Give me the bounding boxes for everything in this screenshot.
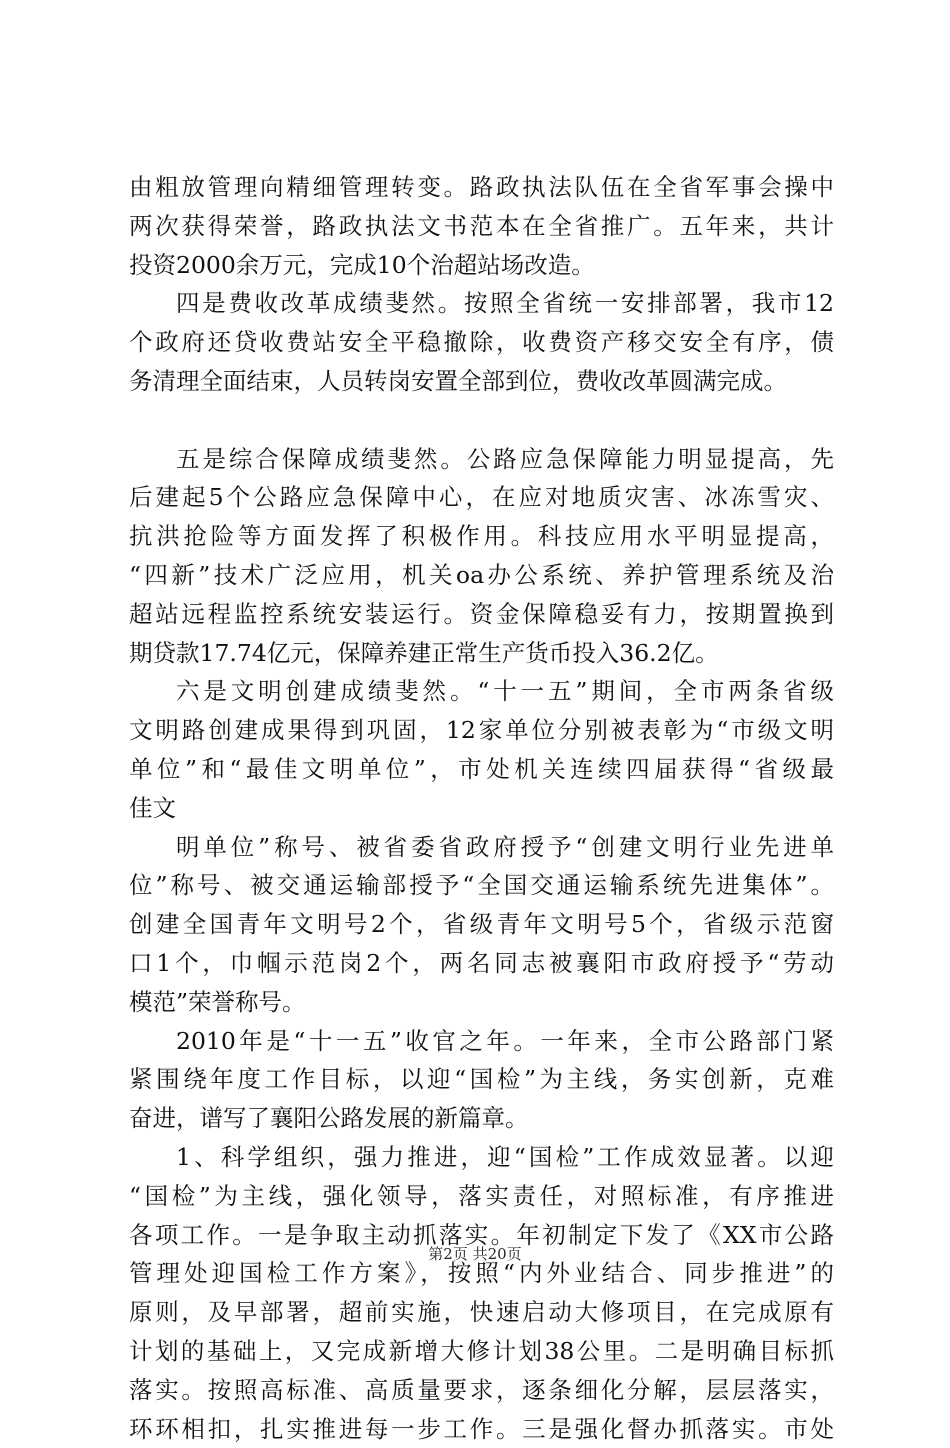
text-line: 后建起5个公路应急保障中心，在应对地质灾害、冰冻雪灾、 (129, 478, 834, 517)
text-line: 个政府还贷收费站安全平稳撤除，收费资产移交安全有序，债 (129, 323, 834, 362)
text-line: 原则，及早部署，超前实施，快速启动大修项目，在完成原有 (129, 1293, 834, 1332)
text-line: 模范”荣誉称号。 (129, 983, 834, 1022)
paragraph-start-line: 五是综合保障成绩斐然。公路应急保障能力明显提高，先 (129, 440, 834, 479)
text-line: 两次获得荣誉，路政执法文书范本在全省推广。五年来，共计 (129, 207, 834, 246)
text-line: 由粗放管理向精细管理转变。路政执法队伍在全省军事会操中 (129, 168, 834, 207)
text-line: 管理处迎国检工作方案》，按照“内外业结合、同步推进”的 (129, 1254, 834, 1293)
text-line: 紧围绕年度工作目标，以迎“国检”为主线，务实创新，克难 (129, 1060, 834, 1099)
text-line: “四新”技术广泛应用，机关oa办公系统、养护管理系统及治 (129, 556, 834, 595)
text-line: “国检”为主线，强化领导，落实责任，对照标准，有序推进 (129, 1177, 834, 1216)
paragraph-start-line: 明单位”称号、被省委省政府授予“创建文明行业先进单 (129, 828, 834, 867)
paragraph-start-line: 1、科学组织，强力推进，迎“国检”工作成效显著。以迎 (129, 1138, 834, 1177)
text-line: 位”称号、被交通运输部授予“全国交通运输系统先进集体”。 (129, 866, 834, 905)
paragraph-start-line: 四是费收改革成绩斐然。按照全省统一安排部署，我市12 (129, 284, 834, 323)
text-line: 佳文 (129, 789, 834, 828)
text-line: 落实。按照高标准、高质量要求，逐条细化分解，层层落实， (129, 1371, 834, 1410)
text-line: 计划的基础上，又完成新增大修计划38公里。二是明确目标抓 (129, 1332, 834, 1371)
text-line: 创建全国青年文明号2个，省级青年文明号5个，省级示范窗 (129, 905, 834, 944)
paragraph-start-line: 2010年是“十一五”收官之年。一年来，全市公路部门紧 (129, 1022, 834, 1061)
page-number: 第2页 共20页 (428, 1245, 521, 1263)
page-footer (0, 1243, 950, 1264)
text-line: 文明路创建成果得到巩固，12家单位分别被表彰为“市级文明 (129, 711, 834, 750)
text-line: 各项工作。一是争取主动抓落实。年初制定下发了《XX市公路 (129, 1216, 834, 1255)
text-line: 超站远程监控系统安装运行。资金保障稳妥有力，按期置换到 (129, 595, 834, 634)
text-line: 奋进，谱写了襄阳公路发展的新篇章。 (129, 1099, 834, 1138)
text-line: 投资2000余万元，完成10个治超站场改造。 (129, 246, 834, 285)
text-line: 期贷款17.74亿元，保障养建正常生产货币投入36.2亿。 (129, 634, 834, 673)
text-line: 环环相扣，扎实推进每一步工作。三是强化督办抓落实。市处 (129, 1410, 834, 1448)
paragraph-start-line: 六是文明创建成绩斐然。“十一五”期间，全市两条省级 (129, 672, 834, 711)
text-line: 口1个，巾帼示范岗2个，两名同志被襄阳市政府授予“劳动 (129, 944, 834, 983)
text-line: 务清理全面结束，人员转岗安置全部到位，费收改革圆满完成。 (129, 362, 834, 401)
text-line: 抗洪抢险等方面发挥了积极作用。科技应用水平明显提高， (129, 517, 834, 556)
text-line: 单位”和“最佳文明单位”，市处机关连续四届获得“省级最 (129, 750, 834, 789)
